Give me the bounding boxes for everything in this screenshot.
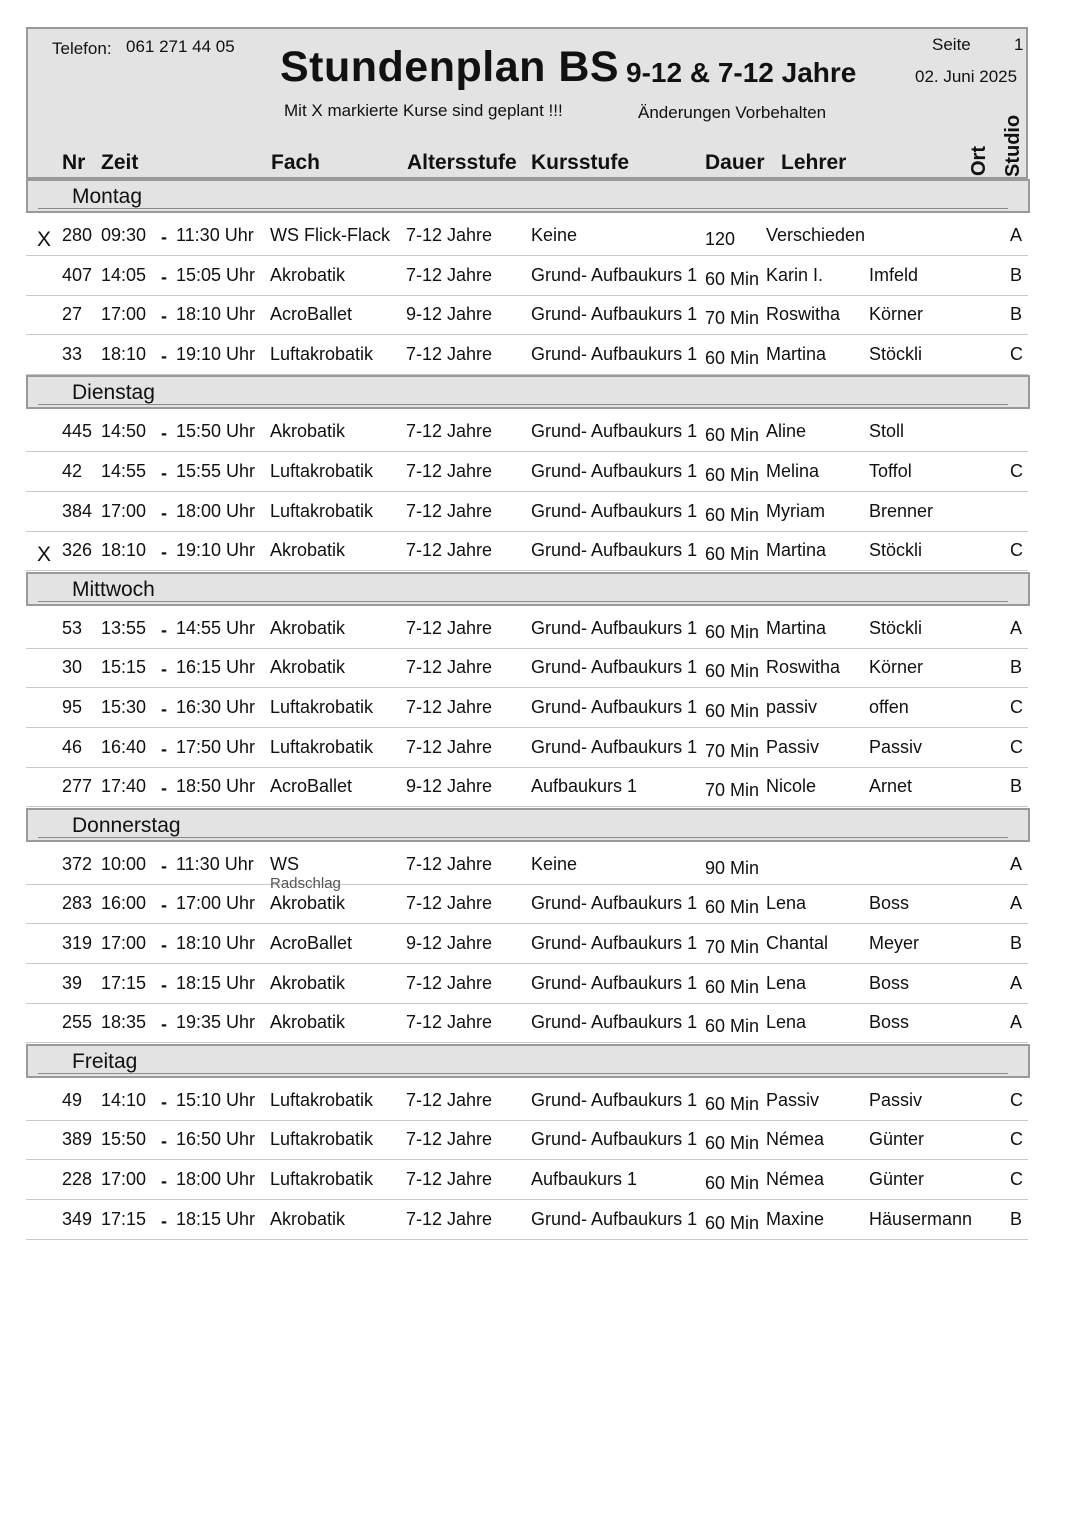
course-level: Grund- Aufbaukurs 1 xyxy=(531,657,698,678)
day-header-donnerstag xyxy=(26,808,1030,842)
duration: 60 Min xyxy=(705,425,760,446)
course-number: 53 xyxy=(62,617,83,638)
age-group: 7-12 Jahre xyxy=(406,1129,493,1150)
table-row xyxy=(26,411,1028,452)
table-row xyxy=(26,451,1028,492)
age-group: 7-12 Jahre xyxy=(406,343,493,364)
subject: AcroBallet xyxy=(270,304,353,325)
time-separator: - xyxy=(161,738,167,759)
teacher-last-name: Imfeld xyxy=(869,264,919,285)
end-time: 19:35 Uhr xyxy=(176,1012,256,1033)
subject: Akrobatik xyxy=(270,972,346,993)
teacher-first-name: Aline xyxy=(766,421,807,442)
age-group: 7-12 Jahre xyxy=(406,421,493,442)
course-level: Grund- Aufbaukurs 1 xyxy=(531,933,698,953)
table-row xyxy=(26,923,1028,964)
age-group: 7-12 Jahre xyxy=(406,736,493,757)
table-row xyxy=(26,1080,1028,1121)
studio: B xyxy=(1010,1208,1023,1229)
subject: Luftakrobatik xyxy=(270,500,374,521)
phone-label: Telefon: xyxy=(52,39,112,58)
course-level: Grund- Aufbaukurs 1 xyxy=(531,1129,698,1150)
course-level: Keine xyxy=(531,225,578,245)
time-separator: - xyxy=(161,502,167,523)
day-divider xyxy=(38,837,1008,838)
teacher-first-name: Némea xyxy=(766,1169,825,1189)
end-time: 14:55 Uhr xyxy=(176,617,256,638)
course-level: Grund- Aufbaukurs 1 xyxy=(531,736,698,757)
planned-mark: X xyxy=(37,228,52,251)
duration: 60 Min xyxy=(705,1133,760,1154)
page-label: Seite xyxy=(932,35,971,54)
column-header-altersstufe: Altersstufe xyxy=(407,151,517,174)
duration: 120 xyxy=(705,229,736,249)
day-name: Freitag xyxy=(72,1049,138,1073)
start-time: 17:40 xyxy=(101,776,147,797)
table-row xyxy=(26,883,1028,924)
duration: 70 Min xyxy=(705,780,760,801)
time-separator: - xyxy=(161,855,167,876)
teacher-first-name: Roswitha xyxy=(766,657,841,678)
course-number: 319 xyxy=(62,933,93,953)
start-time: 15:30 xyxy=(101,697,147,717)
studio: C xyxy=(1010,343,1023,364)
subject: Luftakrobatik xyxy=(270,461,374,481)
table-row xyxy=(26,766,1028,807)
duration: 60 Min xyxy=(705,347,760,368)
subject: Luftakrobatik xyxy=(270,736,374,757)
course-number: 30 xyxy=(62,657,83,678)
course-number: 46 xyxy=(62,736,83,757)
end-time: 17:50 Uhr xyxy=(176,736,256,757)
schedule-header xyxy=(26,27,1028,179)
age-group: 7-12 Jahre xyxy=(406,972,493,993)
time-separator: - xyxy=(161,266,167,287)
studio: C xyxy=(1010,1129,1023,1150)
end-time: 15:10 Uhr xyxy=(176,1089,256,1110)
course-level: Keine xyxy=(531,853,578,874)
end-time: 16:15 Uhr xyxy=(176,657,256,678)
duration: 70 Min xyxy=(705,937,760,957)
time-separator: - xyxy=(161,463,167,483)
start-time: 13:55 xyxy=(101,617,147,638)
end-time: 18:50 Uhr xyxy=(176,776,256,797)
course-number: 280 xyxy=(62,225,93,245)
end-time: 18:00 Uhr xyxy=(176,500,256,521)
start-time: 17:00 xyxy=(101,1169,147,1189)
subject: AcroBallet xyxy=(270,776,353,797)
start-time: 17:00 xyxy=(101,933,147,953)
studio: C xyxy=(1010,1089,1023,1110)
course-number: 407 xyxy=(62,264,93,285)
course-number: 42 xyxy=(62,461,83,481)
table-row xyxy=(26,647,1028,688)
start-time: 15:15 xyxy=(101,657,147,678)
time-separator: - xyxy=(161,1210,167,1231)
age-group: 7-12 Jahre xyxy=(406,461,493,481)
time-separator: - xyxy=(161,1171,167,1191)
studio: B xyxy=(1010,264,1023,285)
time-separator: - xyxy=(161,778,167,799)
teacher-last-name: Toffol xyxy=(869,461,912,481)
end-time: 18:10 Uhr xyxy=(176,933,256,953)
studio: A xyxy=(1010,1012,1023,1033)
studio: C xyxy=(1010,461,1023,481)
planned-mark: X xyxy=(37,543,52,567)
course-level: Grund- Aufbaukurs 1 xyxy=(531,972,698,993)
duration: 60 Min xyxy=(705,661,760,682)
teacher-last-name: Günter xyxy=(869,1169,925,1189)
teacher-last-name: Stöckli xyxy=(869,343,923,364)
day-name: Mittwoch xyxy=(72,577,155,601)
age-group: 7-12 Jahre xyxy=(406,657,493,678)
day-divider xyxy=(38,601,1008,602)
course-number: 445 xyxy=(62,421,93,442)
teacher-first-name: Chantal xyxy=(766,933,829,953)
teacher-last-name: Stöckli xyxy=(869,617,923,638)
teacher-first-name: Némea xyxy=(766,1129,825,1150)
subject: AcroBallet xyxy=(270,933,353,953)
studio: C xyxy=(1010,540,1023,561)
table-row xyxy=(26,530,1028,571)
table-row xyxy=(26,1199,1028,1240)
table-row xyxy=(26,687,1028,728)
duration: 60 Min xyxy=(705,701,760,721)
subject: Akrobatik xyxy=(270,1208,346,1229)
time-separator: - xyxy=(161,699,167,719)
age-group: 7-12 Jahre xyxy=(406,500,493,521)
subject: Luftakrobatik xyxy=(270,1129,374,1150)
column-header-lehrer: Lehrer xyxy=(781,151,847,174)
teacher-first-name: Passiv xyxy=(766,1089,820,1110)
course-number: 33 xyxy=(62,343,83,364)
teacher-first-name: Lena xyxy=(766,893,807,914)
subject: Akrobatik xyxy=(270,264,346,285)
subject: Akrobatik xyxy=(270,657,346,678)
teacher-first-name: Martina xyxy=(766,540,827,561)
age-group: 7-12 Jahre xyxy=(406,540,493,561)
table-row xyxy=(26,215,1028,256)
start-time: 09:30 xyxy=(101,225,147,245)
teacher-first-name: passiv xyxy=(766,697,818,717)
end-time: 11:30 Uhr xyxy=(176,225,254,245)
teacher-last-name: Passiv xyxy=(869,736,923,757)
teacher-first-name: Roswitha xyxy=(766,304,841,325)
duration: 60 Min xyxy=(705,268,760,289)
end-time: 18:10 Uhr xyxy=(176,304,256,325)
studio: A xyxy=(1010,893,1023,914)
end-time: 16:30 Uhr xyxy=(176,697,256,717)
table-row xyxy=(26,1159,1028,1200)
duration: 60 Min xyxy=(705,976,760,997)
subject: Luftakrobatik xyxy=(270,343,374,364)
course-level: Grund- Aufbaukurs 1 xyxy=(531,540,698,561)
table-row xyxy=(26,963,1028,1004)
course-level: Grund- Aufbaukurs 1 xyxy=(531,343,698,364)
course-number: 49 xyxy=(62,1089,83,1110)
course-number: 283 xyxy=(62,893,93,914)
date: 02. Juni 2025 xyxy=(915,67,1018,86)
subject: Akrobatik xyxy=(270,421,346,442)
studio: B xyxy=(1010,657,1023,678)
course-number: 384 xyxy=(62,500,93,521)
age-group: 7-12 Jahre xyxy=(406,1208,493,1229)
subject: WS Flick-Flack xyxy=(270,225,390,245)
start-time: 10:00 xyxy=(101,853,147,874)
end-time: 15:05 Uhr xyxy=(176,264,256,285)
subject: WS xyxy=(270,853,299,874)
teacher-last-name: Stoll xyxy=(869,421,905,442)
teacher-last-name: Brenner xyxy=(869,500,934,521)
teacher-first-name: Maxine xyxy=(766,1208,825,1229)
column-header-dauer: Dauer xyxy=(705,151,765,174)
page-title: Stundenplan BS xyxy=(280,43,620,91)
teacher-last-name: Häusermann xyxy=(869,1208,973,1229)
start-time: 16:00 xyxy=(101,893,147,914)
table-row xyxy=(26,491,1028,532)
course-level: Aufbaukurs 1 xyxy=(531,1169,638,1189)
teacher-last-name: Körner xyxy=(869,304,924,325)
teacher-first-name: Myriam xyxy=(766,500,825,521)
time-separator: - xyxy=(161,895,167,916)
duration: 60 Min xyxy=(705,897,760,918)
teacher-last-name: Günter xyxy=(869,1129,925,1150)
teacher-first-name: Passiv xyxy=(766,736,820,757)
time-separator: - xyxy=(161,659,167,680)
start-time: 16:40 xyxy=(101,736,147,757)
teacher-last-name: Boss xyxy=(869,1012,910,1033)
teacher-last-name: Passiv xyxy=(869,1089,923,1110)
end-time: 15:50 Uhr xyxy=(176,421,256,442)
end-time: 17:00 Uhr xyxy=(176,893,256,914)
subject: Akrobatik xyxy=(270,893,346,914)
course-level: Grund- Aufbaukurs 1 xyxy=(531,617,698,638)
day-name: Dienstag xyxy=(72,381,155,405)
day-header-montag xyxy=(26,179,1030,213)
teacher-first-name: Karin I. xyxy=(766,264,824,285)
start-time: 14:05 xyxy=(101,264,147,285)
course-number: 95 xyxy=(62,697,83,717)
planned-note: Mit X markierte Kurse sind geplant !!! xyxy=(284,101,563,120)
end-time: 19:10 Uhr xyxy=(176,343,256,364)
day-divider xyxy=(38,404,1008,405)
time-separator: - xyxy=(161,1091,167,1112)
start-time: 17:15 xyxy=(101,972,147,993)
course-level: Grund- Aufbaukurs 1 xyxy=(531,304,698,325)
table-row xyxy=(26,1119,1028,1160)
duration: 60 Min xyxy=(705,544,760,565)
course-number: 228 xyxy=(62,1169,93,1189)
duration: 60 Min xyxy=(705,465,760,485)
time-separator: - xyxy=(161,423,167,444)
day-divider xyxy=(38,208,1008,209)
end-time: 15:55 Uhr xyxy=(176,461,256,481)
duration: 70 Min xyxy=(705,308,760,329)
page-number: 1 xyxy=(1014,35,1024,54)
start-time: 17:15 xyxy=(101,1208,147,1229)
time-separator: - xyxy=(161,306,167,327)
course-level: Grund- Aufbaukurs 1 xyxy=(531,461,698,481)
time-separator: - xyxy=(161,1014,167,1035)
teacher-last-name: Körner xyxy=(869,657,924,678)
course-level: Grund- Aufbaukurs 1 xyxy=(531,697,698,717)
teacher-last-name: Stöckli xyxy=(869,540,923,561)
age-group: 7-12 Jahre xyxy=(406,264,493,285)
age-group: 7-12 Jahre xyxy=(406,225,493,245)
course-level: Grund- Aufbaukurs 1 xyxy=(531,893,698,914)
subject: Akrobatik xyxy=(270,540,346,561)
time-separator: - xyxy=(161,345,167,366)
course-number: 255 xyxy=(62,1012,93,1033)
start-time: 14:10 xyxy=(101,1089,147,1110)
studio: A xyxy=(1010,225,1023,245)
teacher-first-name: Martina xyxy=(766,343,827,364)
age-group: 7-12 Jahre xyxy=(406,893,493,914)
age-group: 7-12 Jahre xyxy=(406,697,493,717)
course-level: Grund- Aufbaukurs 1 xyxy=(531,421,698,442)
duration: 60 Min xyxy=(705,621,760,642)
course-number: 277 xyxy=(62,776,93,797)
subject: Luftakrobatik xyxy=(270,697,374,717)
table-row xyxy=(26,1002,1028,1043)
time-separator: - xyxy=(161,974,167,995)
teacher-last-name: Meyer xyxy=(869,933,920,953)
course-number: 372 xyxy=(62,853,93,874)
time-separator: - xyxy=(161,542,167,563)
end-time: 11:30 Uhr xyxy=(176,853,254,874)
age-group: 7-12 Jahre xyxy=(406,1012,493,1033)
subject: Luftakrobatik xyxy=(270,1169,374,1189)
column-header-zeit: Zeit xyxy=(101,151,139,174)
phone-number: 061 271 44 05 xyxy=(126,37,235,56)
table-row xyxy=(26,334,1028,375)
age-group: 7-12 Jahre xyxy=(406,853,493,874)
day-name: Donnerstag xyxy=(72,813,181,837)
teacher-first-name: Verschieden xyxy=(766,225,866,245)
age-group: 9-12 Jahre xyxy=(406,776,493,797)
start-time: 14:50 xyxy=(101,421,147,442)
duration: 90 Min xyxy=(705,857,760,878)
start-time: 18:35 xyxy=(101,1012,147,1033)
subject-overflow: Radschlag xyxy=(270,874,341,892)
column-header-ort: Ort xyxy=(968,146,990,176)
disclaimer: Änderungen Vorbehalten xyxy=(638,103,827,122)
duration: 60 Min xyxy=(705,1016,760,1037)
teacher-last-name: Boss xyxy=(869,893,910,914)
studio: A xyxy=(1010,853,1023,874)
column-header-studio: Studio xyxy=(1002,114,1024,177)
subject: Akrobatik xyxy=(270,617,346,638)
table-row xyxy=(26,727,1028,768)
studio: C xyxy=(1010,697,1023,717)
day-header-dienstag xyxy=(26,375,1030,409)
page-subtitle: 9-12 & 7-12 Jahre xyxy=(626,57,857,88)
time-separator: - xyxy=(161,619,167,640)
end-time: 18:15 Uhr xyxy=(176,1208,256,1229)
column-header-kursstufe: Kursstufe xyxy=(531,151,630,174)
course-number: 326 xyxy=(62,540,93,561)
age-group: 9-12 Jahre xyxy=(406,304,493,325)
start-time: 17:00 xyxy=(101,500,147,521)
course-number: 39 xyxy=(62,972,83,993)
age-group: 7-12 Jahre xyxy=(406,617,493,638)
end-time: 18:00 Uhr xyxy=(176,1169,256,1189)
course-level: Grund- Aufbaukurs 1 xyxy=(531,1208,698,1229)
teacher-last-name: Boss xyxy=(869,972,910,993)
subject: Akrobatik xyxy=(270,1012,346,1033)
start-time: 14:55 xyxy=(101,461,147,481)
course-level: Grund- Aufbaukurs 1 xyxy=(531,1089,698,1110)
teacher-last-name: offen xyxy=(869,697,909,717)
day-name: Montag xyxy=(72,185,143,208)
teacher-first-name: Nicole xyxy=(766,776,817,797)
studio: C xyxy=(1010,736,1023,757)
start-time: 15:50 xyxy=(101,1129,147,1150)
column-header-nr: Nr xyxy=(62,151,86,174)
start-time: 18:10 xyxy=(101,540,147,561)
teacher-first-name: Lena xyxy=(766,972,807,993)
start-time: 17:00 xyxy=(101,304,147,325)
start-time: 18:10 xyxy=(101,343,147,364)
duration: 60 Min xyxy=(705,1093,760,1114)
table-row xyxy=(26,294,1028,335)
duration: 60 Min xyxy=(705,504,760,525)
studio: A xyxy=(1010,617,1023,638)
teacher-first-name: Martina xyxy=(766,617,827,638)
studio: A xyxy=(1010,972,1023,993)
end-time: 16:50 Uhr xyxy=(176,1129,256,1150)
time-separator: - xyxy=(161,1131,167,1152)
teacher-first-name: Lena xyxy=(766,1012,807,1033)
course-level: Grund- Aufbaukurs 1 xyxy=(531,264,698,285)
age-group: 9-12 Jahre xyxy=(406,933,493,953)
table-row xyxy=(26,255,1028,296)
duration: 60 Min xyxy=(705,1173,760,1193)
studio: B xyxy=(1010,776,1023,797)
subject: Luftakrobatik xyxy=(270,1089,374,1110)
teacher-last-name: Arnet xyxy=(869,776,913,797)
duration: 60 Min xyxy=(705,1212,760,1233)
time-separator: - xyxy=(161,227,167,247)
course-number: 389 xyxy=(62,1129,93,1150)
course-level: Aufbaukurs 1 xyxy=(531,776,638,797)
time-separator: - xyxy=(161,935,167,955)
end-time: 18:15 Uhr xyxy=(176,972,256,993)
course-level: Grund- Aufbaukurs 1 xyxy=(531,1012,698,1033)
studio: B xyxy=(1010,304,1023,325)
age-group: 7-12 Jahre xyxy=(406,1089,493,1110)
table-row xyxy=(26,608,1028,649)
teacher-first-name: Melina xyxy=(766,461,820,481)
age-group: 7-12 Jahre xyxy=(406,1169,493,1189)
studio: C xyxy=(1010,1169,1023,1189)
course-number: 27 xyxy=(62,304,83,325)
table-row xyxy=(26,844,1028,892)
day-divider xyxy=(38,1073,1008,1074)
day-header-mittwoch xyxy=(26,572,1030,606)
end-time: 19:10 Uhr xyxy=(176,540,256,561)
course-level: Grund- Aufbaukurs 1 xyxy=(531,500,698,521)
course-number: 349 xyxy=(62,1208,93,1229)
studio: B xyxy=(1010,933,1023,953)
day-header-freitag xyxy=(26,1044,1030,1078)
column-header-fach: Fach xyxy=(271,151,321,174)
duration: 70 Min xyxy=(705,740,760,761)
